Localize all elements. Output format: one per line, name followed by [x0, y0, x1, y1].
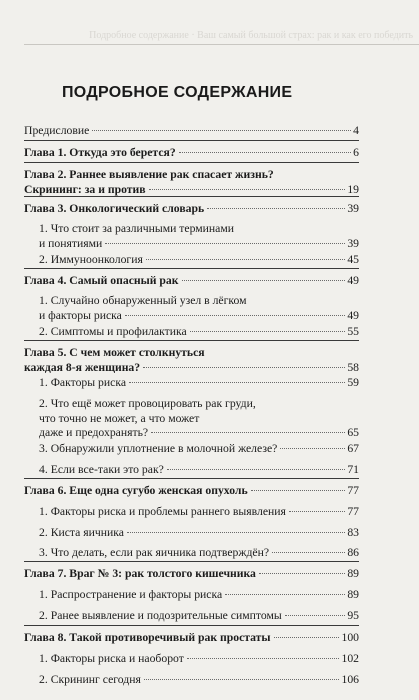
dot-leader	[144, 679, 340, 680]
toc-page-number: 39	[347, 236, 359, 250]
chapter-separator	[24, 478, 359, 479]
toc-entry-title: 2. Скрининг сегодня	[39, 673, 141, 686]
dot-leader	[149, 189, 346, 190]
toc-page-number: 58	[347, 360, 359, 374]
dot-leader	[190, 331, 346, 332]
dot-leader	[179, 152, 351, 153]
dot-leader	[129, 382, 345, 383]
toc-page-number: 71	[347, 463, 359, 476]
toc-section-entry[interactable]	[39, 652, 359, 667]
toc-section-entry[interactable]	[39, 222, 359, 251]
toc-entry-title: Глава 6. Еще одна сугубо женская опухоль	[24, 484, 248, 497]
dot-leader	[125, 315, 345, 316]
toc-page-number: 65	[347, 426, 359, 439]
toc-chapter-entry[interactable]	[24, 346, 359, 375]
toc-entry-title: даже и предохранять?	[39, 426, 149, 439]
toc-entry-title: Глава 7. Враг № 3: рак толстого кишечника	[24, 567, 256, 580]
dot-leader	[272, 552, 345, 553]
dot-leader	[259, 573, 345, 574]
toc-entry-title: 2. Ранее выявление и подозрительные симптомы	[39, 609, 282, 622]
toc-entry-title: Глава 2. Раннее выявление рак спасает жизнь?	[24, 168, 274, 181]
toc-section-entry[interactable]	[39, 526, 359, 541]
toc-chapter-entry[interactable]	[24, 484, 359, 499]
toc-entry-title: 1. Распространение и факторы риска	[39, 588, 223, 601]
toc-section-entry[interactable]	[39, 673, 359, 688]
dot-leader	[274, 637, 340, 638]
toc-page-number: 95	[347, 609, 359, 622]
dot-leader	[182, 280, 346, 281]
toc-page-number: 77	[347, 505, 359, 518]
toc-entry-title: Скрининг: за и против	[24, 182, 146, 196]
toc-entry-title: и понятиями	[39, 236, 103, 250]
toc-entry-title: и факторы риска	[39, 308, 122, 322]
dot-leader	[289, 511, 345, 512]
toc-entry-title: каждая 8-я женщина?	[24, 360, 141, 374]
toc-entry-title: Предисловие	[24, 124, 90, 137]
toc-page-number: 100	[341, 631, 359, 644]
toc-section-entry[interactable]	[39, 442, 359, 457]
toc-entry-title: 1. Факторы риска и проблемы раннего выявления	[39, 505, 286, 518]
toc-section-entry[interactable]	[39, 463, 359, 478]
toc-section-entry[interactable]	[39, 546, 359, 561]
toc-chapter-entry[interactable]	[24, 202, 359, 217]
dot-leader	[187, 658, 340, 659]
toc-page-number: 39	[347, 202, 359, 215]
page-title: ПОДРОБНОЕ СОДЕРЖАНИЕ	[62, 84, 293, 101]
toc-entry-title: 2. Иммуноонкология	[39, 253, 143, 266]
running-header: Подробное содержание · Ваш самый большой страх: рак и как его победить	[89, 30, 413, 41]
toc-page-number: 89	[347, 588, 359, 601]
toc-page-number: 102	[341, 652, 359, 665]
toc-page-number: 49	[347, 308, 359, 322]
toc-page-number: 59	[347, 376, 359, 389]
toc-chapter-entry[interactable]	[24, 631, 359, 646]
toc-entry-title: 1. Случайно обнаруженный узел в лёгком	[39, 294, 247, 307]
chapter-separator	[24, 268, 359, 269]
toc-section-entry[interactable]	[39, 325, 359, 340]
chapter-separator	[24, 625, 359, 626]
dot-leader	[280, 448, 345, 449]
toc-page-number: 4	[353, 124, 359, 137]
dot-leader	[225, 594, 345, 595]
toc-section-entry[interactable]	[39, 588, 359, 603]
toc-entry-title: Глава 5. С чем может столкнуться	[24, 346, 205, 359]
toc-section-entry[interactable]	[39, 294, 359, 323]
chapter-separator	[24, 561, 359, 562]
toc-entry-title: Глава 1. Откуда это берется?	[24, 146, 176, 159]
toc-section-entry[interactable]	[39, 397, 359, 441]
toc-page-number: 89	[347, 567, 359, 580]
toc-chapter-entry[interactable]	[24, 567, 359, 582]
toc-entry-title: что точно не может, а что может	[39, 411, 200, 425]
toc-entry-title: Глава 8. Такой противоречивый рак простаты	[24, 631, 271, 644]
dot-leader	[151, 432, 345, 433]
toc-section-entry[interactable]	[39, 505, 359, 520]
toc-page-number: 19	[347, 182, 359, 196]
toc-chapter-entry[interactable]	[24, 274, 359, 289]
toc-entry-title: 1. Факторы риска и наоборот	[39, 652, 184, 665]
toc-entry-title: 2. Киста яичника	[39, 526, 124, 539]
toc-chapter-entry[interactable]	[24, 168, 359, 197]
toc-chapter-entry[interactable]	[24, 146, 359, 161]
toc-page-number: 49	[347, 274, 359, 287]
chapter-separator	[24, 140, 359, 141]
dot-leader	[105, 243, 345, 244]
toc-section-entry[interactable]	[39, 253, 359, 268]
dot-leader	[251, 490, 346, 491]
toc-entry-title: 2. Симптомы и профилактика	[39, 325, 187, 338]
toc-page-number: 106	[341, 673, 359, 686]
toc-entry-title: 3. Что делать, если рак яичника подтверждён?	[39, 546, 270, 559]
dot-leader	[207, 208, 345, 209]
chapter-separator	[24, 162, 359, 163]
toc-entry-title: 2. Что ещё может провоцировать рак груди,	[39, 397, 256, 410]
toc-page-number: 86	[347, 546, 359, 559]
toc-entry-title: 4. Если все-таки это рак?	[39, 463, 164, 476]
toc-section-entry[interactable]	[39, 609, 359, 624]
toc-entry-title: 1. Факторы риска	[39, 376, 127, 389]
header-rule	[24, 44, 419, 45]
toc-section-entry[interactable]	[24, 124, 359, 139]
toc-page-number: 67	[347, 442, 359, 455]
toc-page-number: 45	[347, 253, 359, 266]
dot-leader	[143, 367, 345, 368]
toc-entry-title: 1. Что стоит за различными терминами	[39, 222, 234, 235]
toc-page-number: 83	[347, 526, 359, 539]
toc-section-entry[interactable]	[39, 376, 359, 391]
toc-entry-title: 3. Обнаружили уплотнение в молочной железе?	[39, 442, 278, 455]
dot-leader	[167, 469, 346, 470]
chapter-separator	[24, 340, 359, 341]
toc-page-number: 6	[353, 146, 359, 159]
toc-page-number: 77	[347, 484, 359, 497]
dot-leader	[146, 259, 345, 260]
toc-entry-title: Глава 3. Онкологический словарь	[24, 202, 205, 215]
toc-entry-title: Глава 4. Самый опасный рак	[24, 274, 179, 287]
dot-leader	[92, 130, 351, 131]
chapter-separator	[24, 196, 359, 197]
toc-page-number: 55	[347, 325, 359, 338]
dot-leader	[127, 532, 345, 533]
dot-leader	[285, 615, 346, 616]
